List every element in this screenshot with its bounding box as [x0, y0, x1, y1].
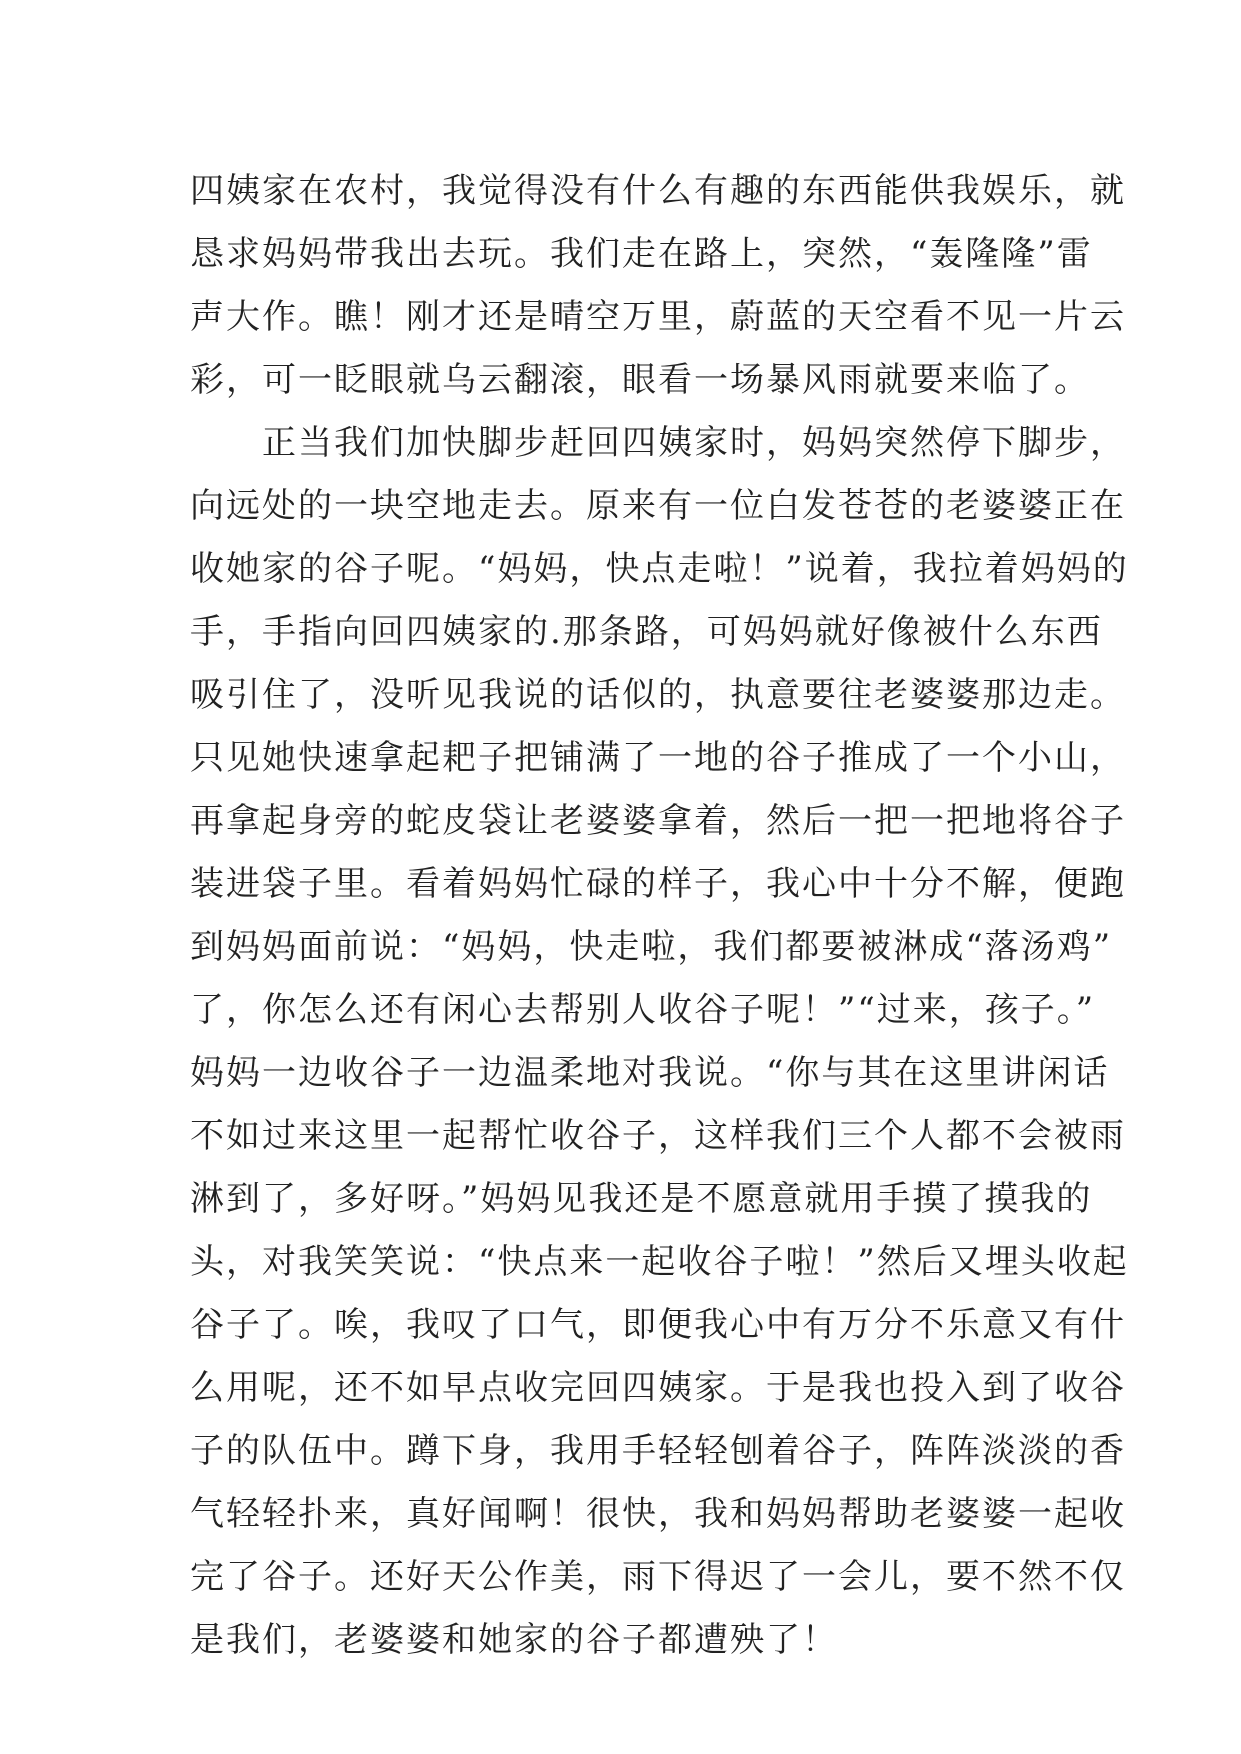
text-line: 恳求妈妈带我出去玩。我们走在路上，突然，“轰隆隆”雷: [190, 234, 1093, 274]
text-line: 正当我们加快脚步赶回四姨家时，妈妈突然停下脚步，: [190, 423, 1126, 463]
text-line: 再拿起身旁的蛇皮袋让老婆婆拿着，然后一把一把地将谷子: [190, 801, 1126, 841]
essay-text-block: [190, 160, 1129, 1672]
text-line: 淋到了，多好呀。”妈妈见我还是不愿意就用手摸了摸我的: [190, 1179, 1093, 1219]
text-line: 四姨家在农村，我觉得没有什么有趣的东西能供我娱乐，就: [190, 171, 1126, 211]
text-line: 收她家的谷子呢。“妈妈，快点走啦！”说着，我拉着妈妈的: [190, 549, 1129, 589]
text-line: 了，你怎么还有闲心去帮别人收谷子呢！”“过来，孩子。”: [190, 990, 1096, 1030]
text-line: 装进袋子里。看着妈妈忙碌的样子，我心中十分不解，便跑: [190, 864, 1126, 904]
text-line: 妈妈一边收谷子一边温柔地对我说。“你与其在这里讲闲话: [190, 1053, 1110, 1093]
text-line: 到妈妈面前说：“妈妈，快走啦，我们都要被淋成“落汤鸡”: [190, 927, 1113, 967]
text-line: 么用呢，还不如早点收完回四姨家。于是我也投入到了收谷: [190, 1368, 1126, 1408]
text-line: 头，对我笑笑说：“快点来一起收谷子啦！”然后又埋头收起: [190, 1242, 1129, 1282]
text-line: 向远处的一块空地走去。原来有一位白发苍苍的老婆婆正在: [190, 486, 1126, 526]
text-line: 气轻轻扑来，真好闻啊！很快，我和妈妈帮助老婆婆一起收: [190, 1494, 1126, 1534]
text-line: 只见她快速拿起耙子把铺满了一地的谷子推成了一个小山，: [190, 738, 1126, 778]
text-line: 彩，可一眨眼就乌云翻滚，眼看一场暴风雨就要来临了。: [190, 360, 1090, 400]
text-line: 手，手指向回四姨家的.那条路，可妈妈就好像被什么东西: [190, 612, 1103, 652]
text-line: 不如过来这里一起帮忙收谷子，这样我们三个人都不会被雨: [190, 1116, 1126, 1156]
text-line: 吸引住了，没听见我说的话似的，执意要往老婆婆那边走。: [190, 675, 1126, 715]
text-line: 子的队伍中。蹲下身，我用手轻轻刨着谷子，阵阵淡淡的香: [190, 1431, 1126, 1471]
text-line: 是我们，老婆婆和她家的谷子都遭殃了！: [190, 1620, 838, 1660]
text-line: 谷子了。唉，我叹了口气，即便我心中有万分不乐意又有什: [190, 1305, 1126, 1345]
text-line: 声大作。瞧！刚才还是晴空万里，蔚蓝的天空看不见一片云: [190, 297, 1126, 337]
text-line: 完了谷子。还好天公作美，雨下得迟了一会儿，要不然不仅: [190, 1557, 1126, 1597]
